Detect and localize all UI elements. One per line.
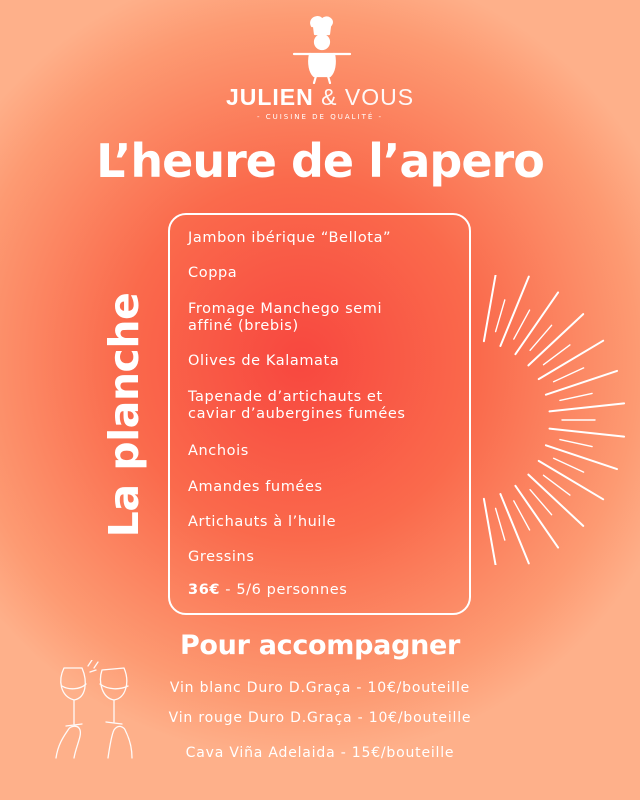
sun-rays-icon (470, 275, 640, 565)
menu-item: Amandes fumées (188, 479, 323, 495)
menu-item: Coppa (188, 265, 238, 281)
wine-glasses-toast-icon (52, 660, 147, 760)
brand-tagline: - CUISINE DE QUALITÉ - (256, 113, 384, 121)
menu-item: Gressins (188, 549, 255, 565)
page-title: L’heure de l’apero (96, 134, 544, 188)
board-price-note: - 5/6 personnes (220, 582, 348, 598)
chef-logo-icon (284, 12, 356, 84)
brand-name-bold: JULIEN (225, 84, 314, 110)
brand-name (0, 84, 640, 110)
board-price: 36€ (188, 582, 221, 598)
board-price-line (188, 582, 347, 598)
drink-item: Vin rouge Duro D.Graça - 10€/bouteille (168, 710, 472, 726)
menu-item: Tapenade d’artichauts et caviar d’aubergines fumées (188, 389, 406, 422)
drink-item: Vin blanc Duro D.Graça - 10€/bouteille (169, 680, 471, 696)
menu-item: Olives de Kalamata (188, 353, 340, 369)
brand-name-light: & VOUS (313, 84, 415, 110)
menu-item: Artichauts à l’huile (188, 514, 337, 530)
drink-item: Cava Viña Adelaida - 15€/bouteille (185, 745, 455, 761)
menu-item: Jambon ibérique “Bellota” (188, 230, 392, 246)
menu-item: Anchois (188, 443, 249, 459)
drinks-title: Pour accompagner (179, 630, 461, 661)
menu-item: Fromage Manchego semi affiné (brebis) (188, 301, 383, 334)
board-title: La planche (100, 292, 148, 538)
